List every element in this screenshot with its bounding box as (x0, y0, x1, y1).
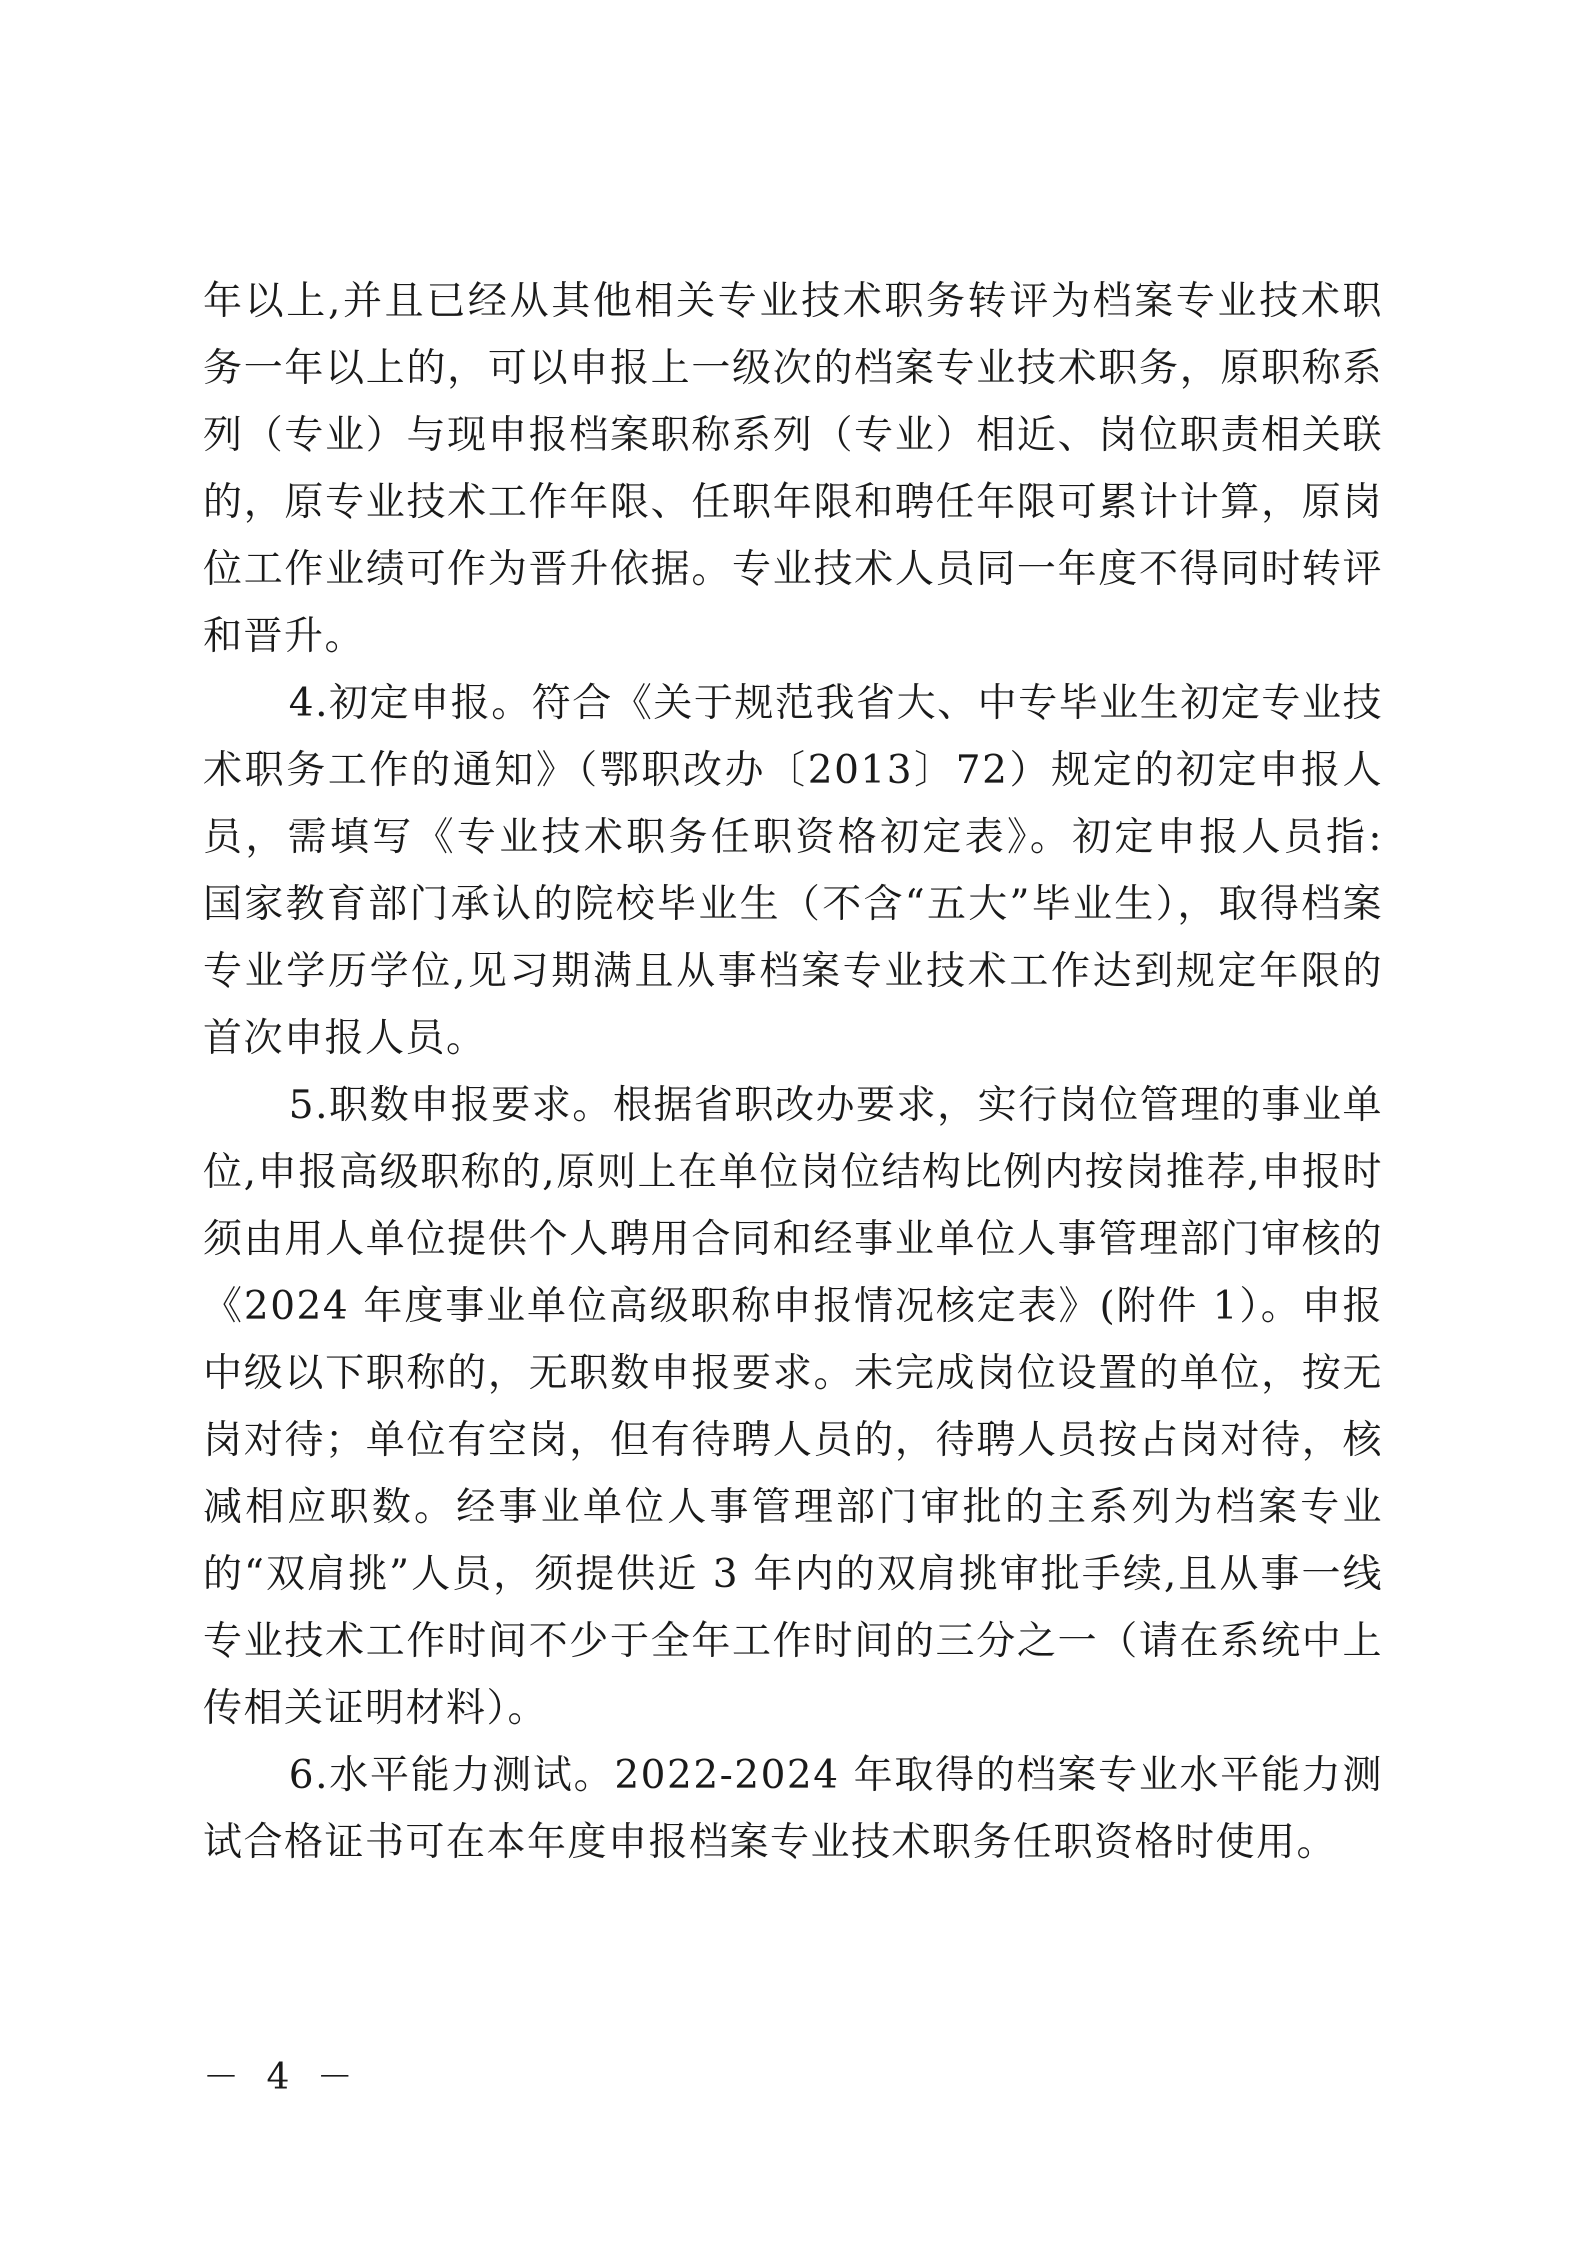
paragraph-heading: 4.初定申报 (288, 681, 492, 726)
document-body (203, 268, 1383, 1876)
paragraph-item-6 (203, 1742, 1383, 1876)
paragraph-text: 年以上,并且已经从其他相关专业技术职务转评为档案专业技术职务一年以上的，可以申报上一级次的档案专业技术职务，原职称系列（专业）与现申报档案职称系列（专业）相近、岗位职责相关联的，原专业技术工作年限、任职年限和聘任年限可累计计算，原岗位工作业绩可作为晋升依据。专业技术人员同一年度不得同时转评和晋升。 (203, 279, 1383, 659)
paragraph-item-4 (203, 670, 1383, 1072)
paragraph-heading: 6.水平能力测试 (288, 1753, 574, 1798)
paragraph-continuation (203, 268, 1383, 670)
paragraph-heading: 5.职数申报要求 (288, 1083, 573, 1128)
paragraph-text: 。2022-2024 年取得的档案专业水平能力测试合格证书可在本年度申报档案专业技术职务任职资格时使用。 (203, 1753, 1383, 1865)
paragraph-text: 。符合《关于规范我省大、中专毕业生初定专业技术职务工作的通知》（鄂职改办〔2013〕72）规定的初定申报人员，需填写《专业技术职务任职资格初定表》。初定申报人员指: 国家教育部门承认的院校毕业生（不含“五大”毕业生），取得档案专业学历学位,见习期满且从事档案专业技术工作达到规定年限的首次申报人员。 (203, 681, 1383, 1061)
page-number: － 4 － (203, 2057, 361, 2098)
paragraph-text: 。根据省职改办要求，实行岗位管理的事业单位,申报高级职称的,原则上在单位岗位结构比例内按岗推荐,申报时须由用人单位提供个人聘用合同和经事业单位人事管理部门审核的《2024 年度事业单位高级职称申报情况核定表》(附件 1）。申报中级以下职称的，无职数申报要求。未完成岗位设置的单位，按无岗对待；单位有空岗，但有待聘人员的，待聘人员按占岗对待，核减相应职数。经事业单位人事管理部门审批的主系列为档案专业的“双肩挑”人员，须提供近 3 年内的双肩挑审批手续,且从事一线专业技术工作时间不少于全年工作时间的三分之一（请在系统中上传相关证明材料）。 (203, 1083, 1383, 1731)
paragraph-item-5 (203, 1072, 1383, 1742)
